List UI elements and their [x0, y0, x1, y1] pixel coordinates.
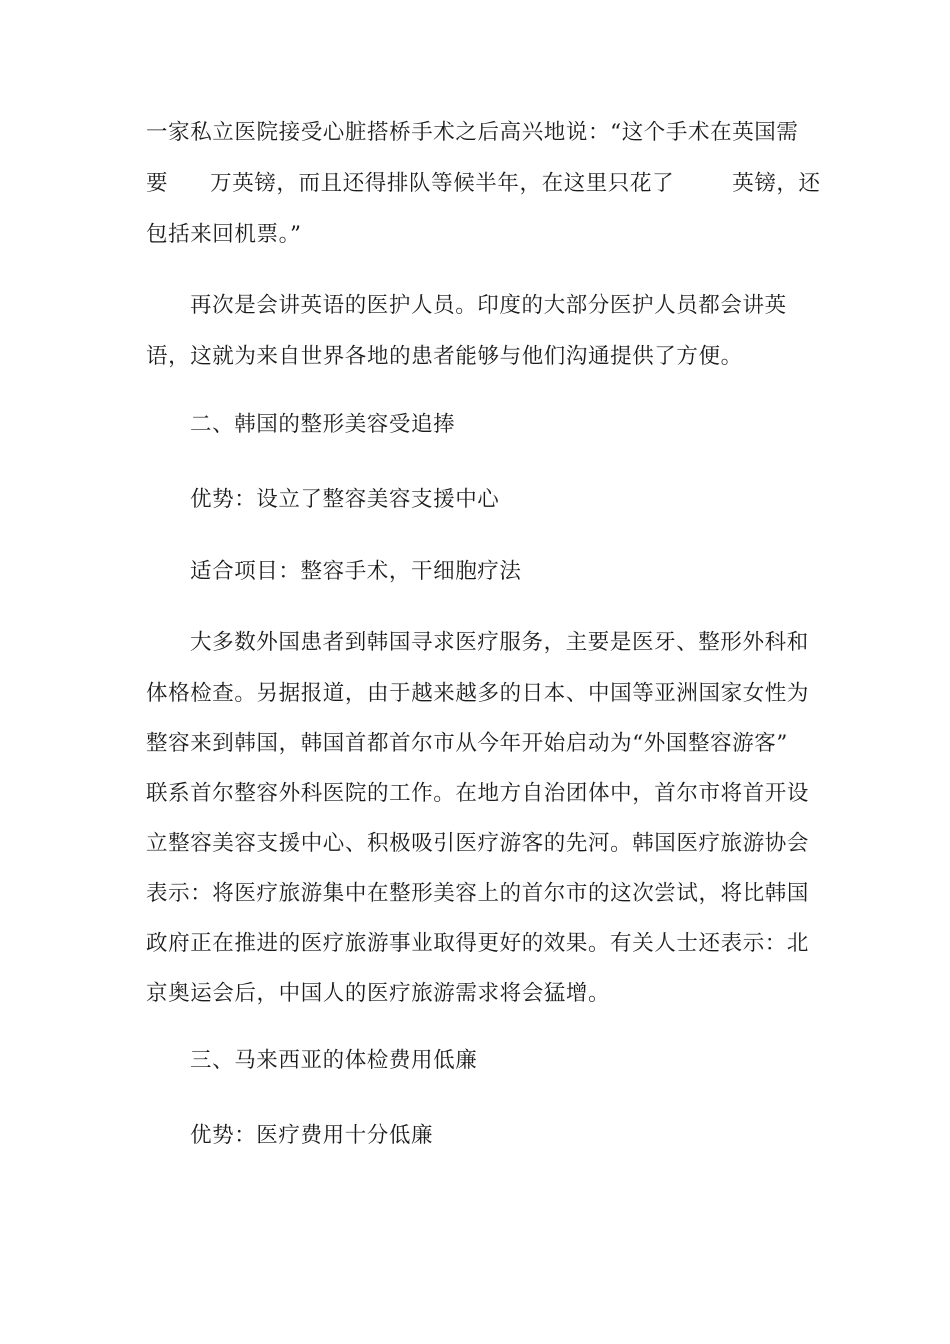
paragraph-line: 一家私立医院接受心脏搭桥手术之后高兴地说：“这个手术在英国需	[146, 120, 799, 145]
paragraph-line: 语，这就为来自世界各地的患者能够与他们沟通提供了方便。	[146, 344, 743, 369]
suitable-items-line: 适合项目：整容手术，干细胞疗法	[190, 559, 522, 584]
paragraph-line: 大多数外国患者到韩国寻求医疗服务，主要是医牙、整形外科和	[190, 630, 809, 655]
text-fragment: 英镑，还	[732, 171, 821, 196]
paragraph-line: 联系首尔整容外科医院的工作。在地方自治团体中，首尔市将首开设	[146, 781, 810, 806]
paragraph-line: 包括来回机票。”	[146, 222, 302, 247]
paragraph-line: 再次是会讲英语的医护人员。印度的大部分医护人员都会讲英	[190, 293, 787, 318]
paragraph-line: 体格检查。另据报道，由于越来越多的日本、中国等亚洲国家女性为	[146, 681, 810, 706]
paragraph-line: 整容来到韩国，韩国首都首尔市从今年开始启动为“外国整容游客”	[146, 731, 788, 756]
text-fragment: 要	[146, 171, 169, 196]
section-heading: 三、马来西亚的体检费用低廉	[190, 1048, 478, 1073]
paragraph-line: 政府正在推进的医疗旅游事业取得更好的效果。有关人士还表示：北	[146, 931, 810, 956]
paragraph-line	[146, 169, 821, 199]
paragraph-line: 立整容美容支援中心、积极吸引医疗游客的先河。韩国医疗旅游协会	[146, 831, 810, 856]
advantage-line: 优势：设立了整容美容支援中心	[190, 487, 500, 512]
text-fragment: 万英镑，而且还得排队等候半年，在这里只花了	[210, 171, 675, 196]
section-heading: 二、韩国的整形美容受追捧	[190, 412, 456, 437]
advantage-line: 优势：医疗费用十分低廉	[190, 1123, 434, 1148]
paragraph-line: 京奥运会后，中国人的医疗旅游需求将会猛增。	[146, 981, 611, 1006]
paragraph-line: 表示：将医疗旅游集中在整形美容上的首尔市的这次尝试，将比韩国	[146, 881, 810, 906]
